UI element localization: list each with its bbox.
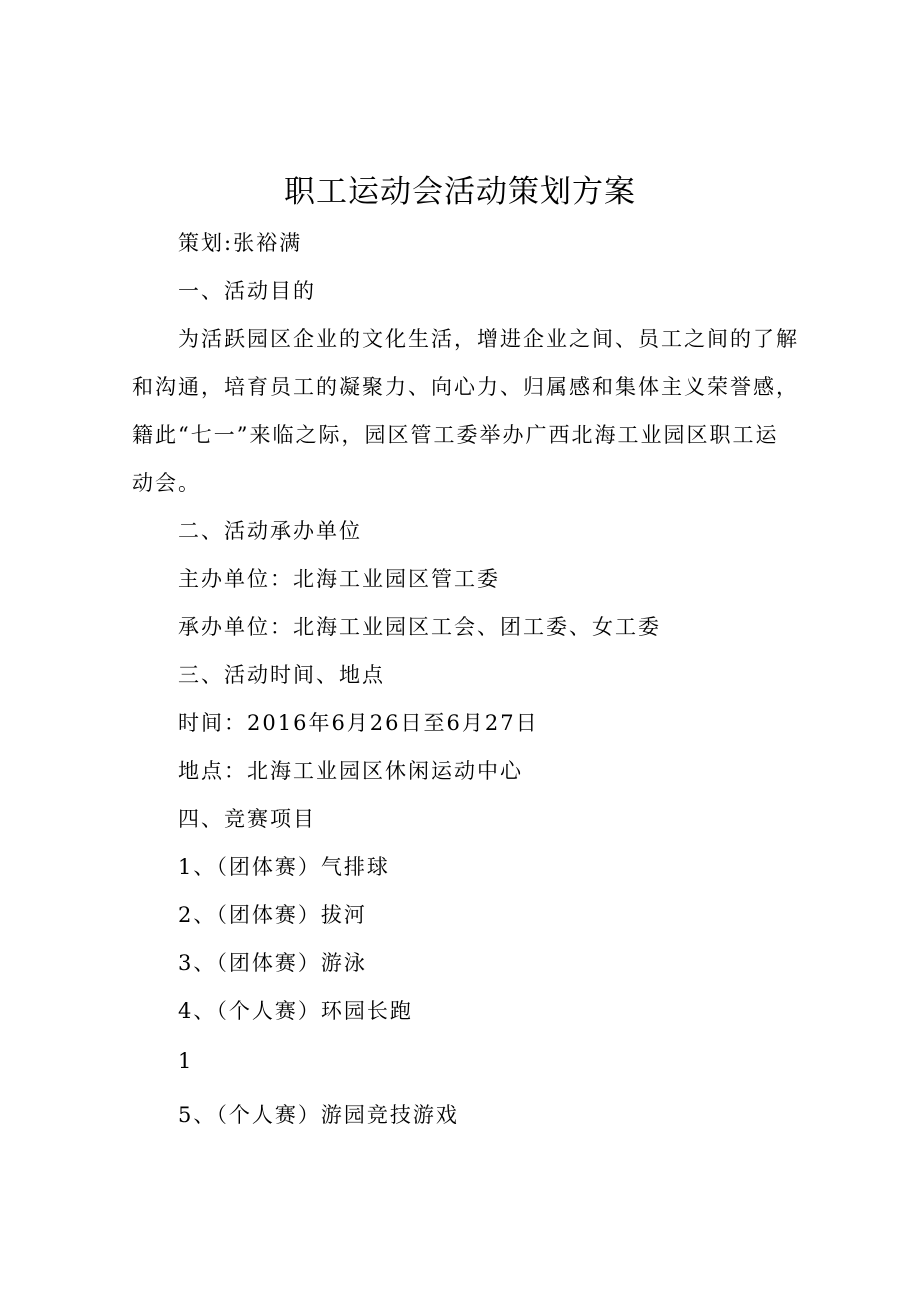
host-line: 主办单位：北海工业园区管工委 [178, 567, 500, 591]
paragraph-line: 籍此“七一”来临之际，园区管工委举办广西北海工业园区职工运 [132, 423, 779, 447]
event-item: 4、（个人赛）环园长跑 [178, 999, 413, 1023]
section-heading-time-place: 三、活动时间、地点 [178, 663, 385, 687]
paragraph-line: 动会。 [132, 471, 201, 495]
paragraph-line: 为活跃园区企业的文化生活，增进企业之间、员工之间的了解 [178, 327, 799, 351]
page-number: 1 [178, 1049, 194, 1073]
document-title: 职工运动会活动策划方案 [284, 174, 636, 210]
section-heading-purpose: 一、活动目的 [178, 279, 316, 303]
place-line: 地点：北海工业园区休闲运动中心 [178, 759, 523, 783]
planner-line: 策划:张裕满 [178, 231, 303, 255]
event-item: 1、（团体赛）气排球 [178, 855, 390, 879]
event-item: 5、（个人赛）游园竞技游戏 [178, 1103, 459, 1127]
organizer-line: 承办单位：北海工业园区工会、团工委、女工委 [178, 615, 661, 639]
time-line: 时间：2016年6月26日至6月27日 [178, 711, 539, 735]
event-item: 2、（团体赛）拔河 [178, 903, 367, 927]
section-heading-organizers: 二、活动承办单位 [178, 519, 362, 543]
event-item: 3、（团体赛）游泳 [178, 951, 367, 975]
section-heading-events: 四、竞赛项目 [178, 807, 316, 831]
paragraph-line: 和沟通，培育员工的凝聚力、向心力、归属感和集体主义荣誉感， [132, 375, 799, 399]
